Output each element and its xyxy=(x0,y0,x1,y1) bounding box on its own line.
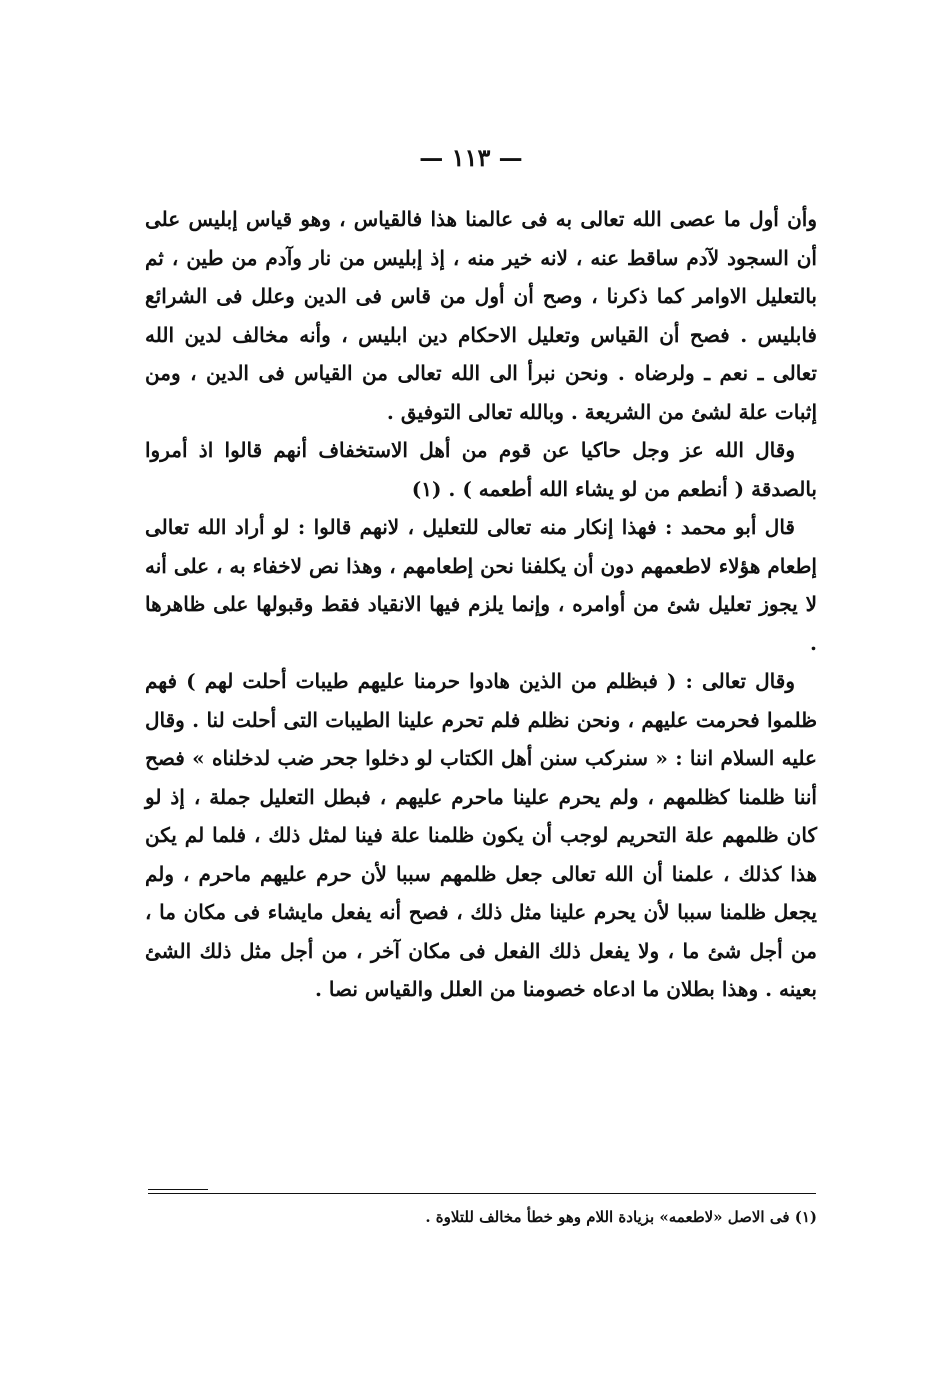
page-number: — ١١٣ — xyxy=(419,143,523,172)
footnote: (١) فى الاصل «لاطعمه» بزيادة اللام وهو خطأ مخالف للتلاوة . xyxy=(425,1208,817,1226)
body-text xyxy=(145,200,817,1009)
footnote-divider xyxy=(148,1193,816,1194)
footnote-divider-accent xyxy=(148,1189,208,1190)
paragraph-4: وقال تعالى : ( فبظلم من الذين هادوا حرمنا عليهم طيبات أحلت لهم ) فهم ظلموا فحرمت عليهم ، ونحن نظلم فلم تحرم علينا الطيبات التى أحلت لنا . وقال عليه السلام اننا : « سنركب سنن أهل الكتاب لو دخلوا جحر ضب لدخلناه » فصح أننا ظلمنا كظلمهم ، ولم يحرم علينا ماحرم عليهم ، فبطل التعليل جملة ، إذ لو كان ظلمهم علة التحريم لوجب أن يكون ظلمنا علة فينا لمثل ذلك ، فلما لم يكن هذا كذلك ، علمنا أن الله تعالى جعل ظلمهم سببا لأن حرم عليهم ماحرم ، ولم يجعل ظلمنا سببا لأن يحرم علينا مثل ذلك ، فصح أنه يفعل مايشاء فى مكان ما ، من أجل شئ ما ، ولا يفعل ذلك الفعل فى مكان آخر ، من أجل مثل ذلك الشئ بعينه . وهذا بطلان ما ادعاه خصومنا من العلل والقياس نصا . xyxy=(145,669,817,1001)
paragraph-1: وأن أول ما عصى الله تعالى به فى عالمنا هذا فالقياس ، وهو قياس إبليس على أن السجود لآدم ساقط عنه ، لانه خير منه ، إذ إبليس من نار وآدم من طين ، ثم بالتعليل الاوامر كما ذكرنا ، وصح أن أول من قاس فى الدين وعلل فى الشرائع فابليس . فصح أن القياس وتعليل الاحكام دين ابليس ، وأنه مخالف لدين الله تعالى ـ نعم ـ ولرضاه . ونحن نبرأ الى الله تعالى من القياس فى الدين ، ومن إثبات علة لشئ من الشريعة . وبالله تعالى التوفيق . xyxy=(145,207,817,424)
paragraph-3: قال أبو محمد : فهذا إنكار منه تعالى للتعليل ، لانهم قالوا : لو أراد الله تعالى إطعام هؤلاء لاطعمهم دون أن يكلفنا نحن إطعامهم ، وهذا نص لاخفاء به ، على أنه لا يجوز تعليل شئ من أوامره ، وإنما يلزم فيها الانقياد فقط وقبولها على ظاهرها . xyxy=(145,515,817,655)
paragraph-2: وقال الله عز وجل حاكيا عن قوم من أهل الاستخفاف أنهم قالوا اذ أمروا بالصدقة ( أنطعم من لو يشاء الله أطعمه ) . (١) xyxy=(145,438,817,501)
